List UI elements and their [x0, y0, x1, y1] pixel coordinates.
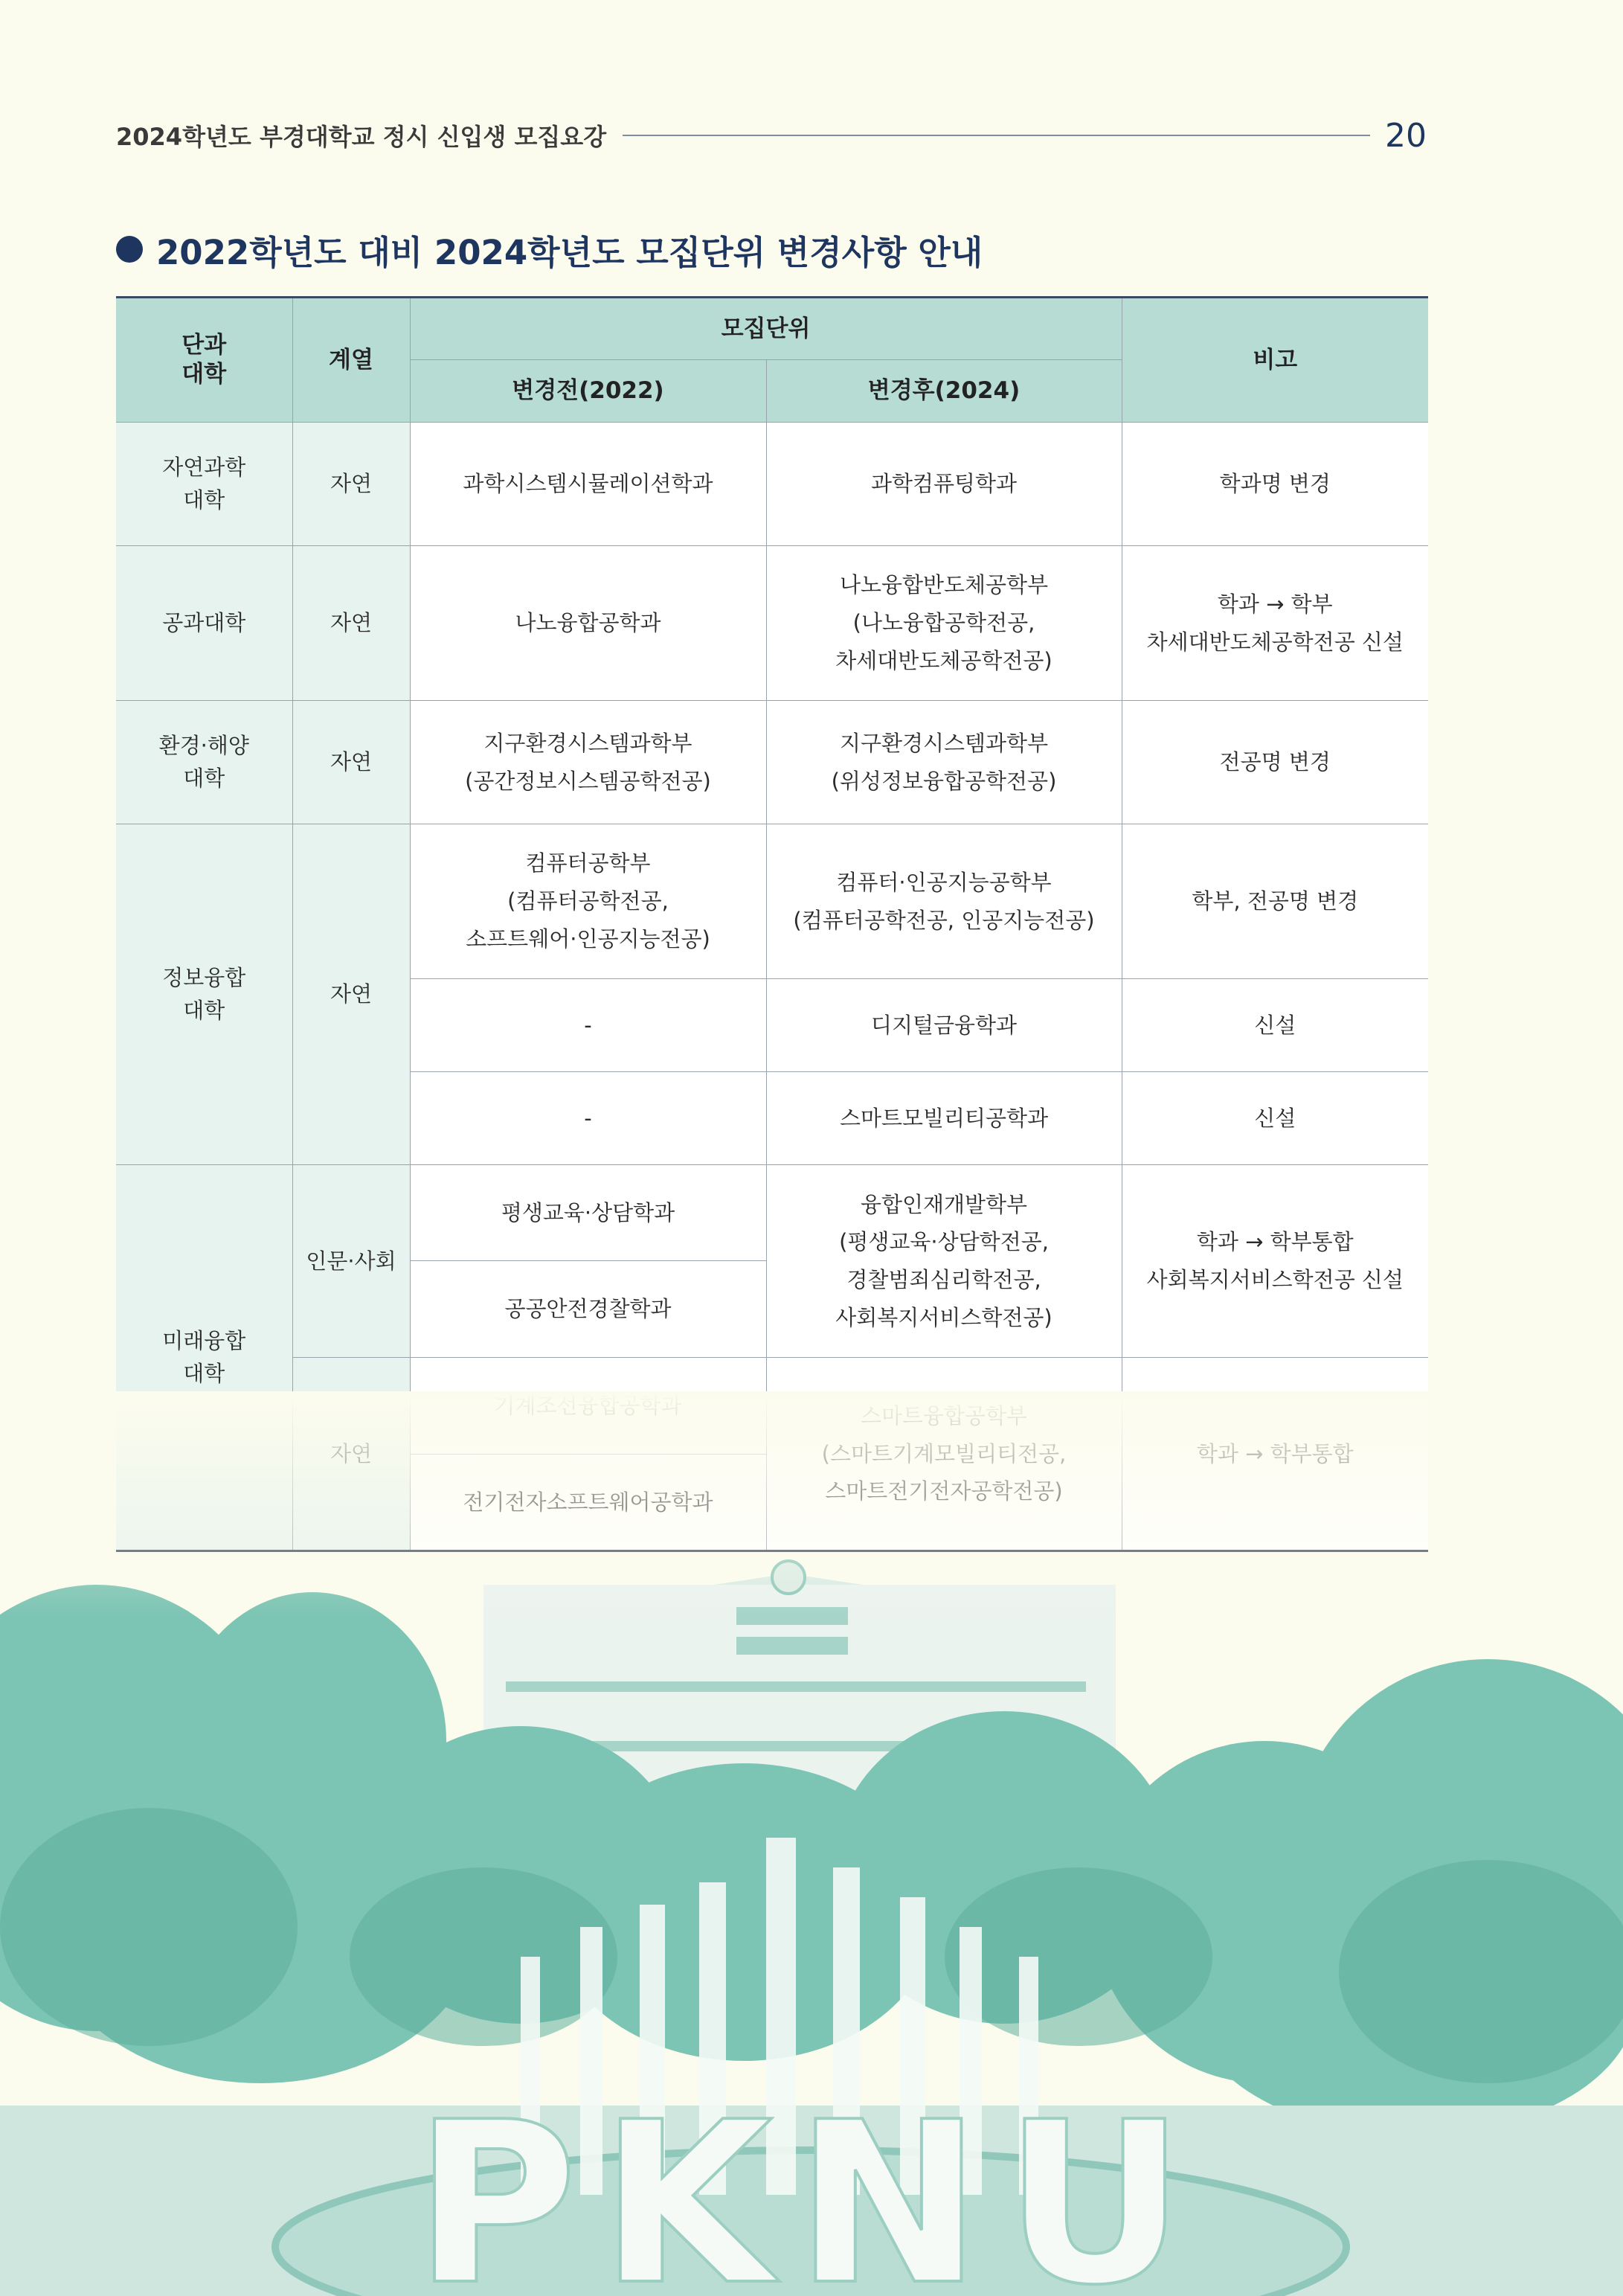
table-row: [116, 423, 1428, 546]
page-number: 20: [1385, 116, 1427, 155]
remark-cell: 학과명 변경: [1122, 423, 1428, 546]
college-cell: 환경·해양 대학: [116, 701, 292, 824]
recruitment-changes-table: [116, 296, 1428, 1552]
header-college: 단과 대학: [116, 298, 292, 423]
college-cell: 자연과학 대학: [116, 423, 292, 546]
before-cell: -: [410, 1072, 766, 1165]
before-cell: 공공안전경찰학과: [410, 1261, 766, 1358]
after-cell: 지구환경시스템과학부 (위성정보융합공학전공): [766, 701, 1122, 824]
section-heading: [116, 223, 983, 275]
campus-photo: [0, 1391, 1623, 2296]
track-cell: 자연: [292, 701, 410, 824]
college-cell: 정보융합 대학: [116, 824, 292, 1165]
remark-cell: 학과 → 학부 차세대반도체공학전공 신설: [1122, 546, 1428, 701]
before-cell: 나노융합공학과: [410, 546, 766, 701]
header-recruitment-unit: 모집단위: [410, 298, 1122, 360]
after-cell: 나노융합반도체공학부 (나노융합공학전공, 차세대반도체공학전공): [766, 546, 1122, 701]
table-row: [116, 701, 1428, 824]
table-row: [116, 1165, 1428, 1261]
track-cell: 자연: [292, 546, 410, 701]
header-divider: [623, 135, 1370, 136]
table-row: [116, 824, 1428, 979]
after-cell: 디지털금융학과: [766, 979, 1122, 1072]
header-track: 계열: [292, 298, 410, 423]
running-header: [116, 112, 1427, 159]
college-cell: 공과대학: [116, 546, 292, 701]
remark-cell: 학과 → 학부통합 사회복지서비스학전공 신설: [1122, 1165, 1428, 1358]
before-cell: 과학시스템시뮬레이션학과: [410, 423, 766, 546]
after-cell: 과학컴퓨팅학과: [766, 423, 1122, 546]
remark-cell: 전공명 변경: [1122, 701, 1428, 824]
header-title: 2024학년도 부경대학교 정시 신입생 모집요강: [116, 123, 607, 151]
before-cell: -: [410, 979, 766, 1072]
track-cell: 자연: [292, 824, 410, 1165]
header-before: 변경전(2022): [410, 360, 766, 423]
header-after: 변경후(2024): [766, 360, 1122, 423]
section-title: 2022학년도 대비 2024학년도 모집단위 변경사항 안내: [156, 232, 983, 272]
before-cell: 평생교육·상담학과: [410, 1165, 766, 1261]
after-cell: 컴퓨터·인공지능공학부 (컴퓨터공학전공, 인공지능전공): [766, 824, 1122, 979]
track-cell: 인문·사회: [292, 1165, 410, 1358]
remark-cell: 학부, 전공명 변경: [1122, 824, 1428, 979]
remark-cell: 신설: [1122, 979, 1428, 1072]
after-cell: 융합인재개발학부 (평생교육·상담학전공, 경찰범죄심리학전공, 사회복지서비스학전공): [766, 1165, 1122, 1358]
bullet-dot-icon: [116, 236, 143, 263]
header-remark: 비고: [1122, 298, 1428, 423]
table-row: [116, 546, 1428, 701]
photo-fade: [0, 1391, 1623, 2296]
before-cell: 컴퓨터공학부 (컴퓨터공학전공, 소프트웨어·인공지능전공): [410, 824, 766, 979]
track-cell: 자연: [292, 423, 410, 546]
college-cell: 미래융합 대학: [116, 1165, 292, 1551]
before-cell: 지구환경시스템과학부 (공간정보시스템공학전공): [410, 701, 766, 824]
remark-cell: 신설: [1122, 1072, 1428, 1165]
after-cell: 스마트모빌리티공학과: [766, 1072, 1122, 1165]
